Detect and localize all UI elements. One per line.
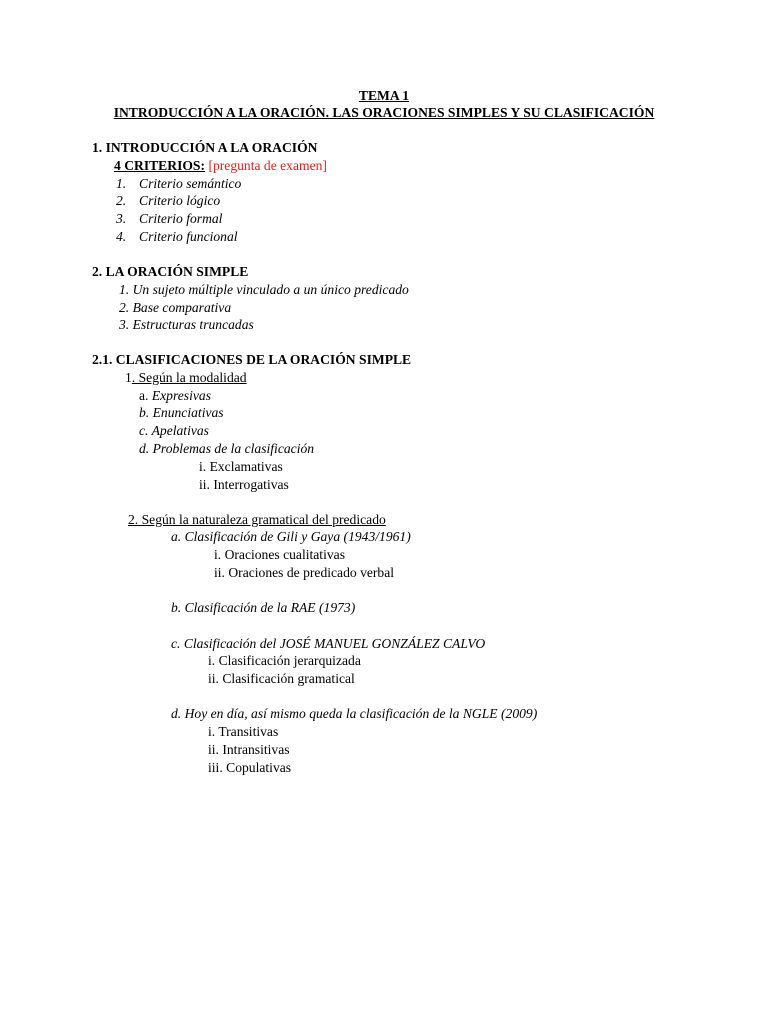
- oracion-simple-item: 1. Un sujeto múltiple vinculado a un único predicado: [119, 282, 409, 297]
- problemas-subitem: i. Exclamativas: [199, 459, 283, 474]
- criterio-text: Criterio semántico: [139, 176, 242, 191]
- modalidad-item: [139, 389, 211, 403]
- criterio-item: [116, 193, 221, 208]
- section-2-1-heading: 2.1. CLASIFICACIONES DE LA ORACIÓN SIMPLE: [92, 352, 412, 367]
- modalidad-subheading: [125, 371, 247, 385]
- problemas-subitem: ii. Interrogativas: [199, 477, 289, 492]
- naturaleza-subitem: ii. Clasificación gramatical: [208, 671, 355, 686]
- modalidad-item: [139, 424, 209, 438]
- item-letter: a.: [139, 388, 149, 403]
- criterio-item: [116, 229, 238, 244]
- item-letter: c.: [139, 423, 149, 438]
- naturaleza-item: a. Clasificación de Gili y Gaya (1943/1961): [171, 529, 411, 544]
- criterio-number: 4.: [116, 229, 127, 244]
- oracion-simple-item: 2. Base comparativa: [119, 300, 232, 315]
- criterio-text: Criterio funcional: [139, 229, 238, 244]
- section-2-heading: 2. LA ORACIÓN SIMPLE: [92, 264, 249, 279]
- naturaleza-subitem: ii. Oraciones de predicado verbal: [214, 565, 395, 580]
- naturaleza-subitem: i. Clasificación jerarquizada: [208, 653, 361, 668]
- modalidad-label: . Según la modalidad: [131, 370, 247, 385]
- modalidad-item: [139, 406, 224, 420]
- naturaleza-subitem: i. Oraciones cualitativas: [214, 547, 345, 562]
- item-letter: b.: [139, 405, 150, 420]
- modalidad-item: [139, 442, 314, 456]
- criterio-number: 3.: [116, 211, 127, 226]
- section-1-heading: 1. INTRODUCCIÓN A LA ORACIÓN: [92, 140, 318, 155]
- criterio-number: 2.: [116, 193, 127, 208]
- item-text: Problemas de la clasificación: [152, 441, 315, 456]
- naturaleza-subitem: ii. Intransitivas: [208, 742, 290, 757]
- naturaleza-item: d. Hoy en día, así mismo queda la clasificación de la NGLE (2009): [171, 706, 538, 721]
- naturaleza-item: c. Clasificación del JOSÉ MANUEL GONZÁLEZ CALVO: [171, 636, 486, 651]
- item-text: Enunciativas: [152, 405, 224, 420]
- doc-tema-label: TEMA 1: [358, 88, 410, 103]
- modalidad-number: 1: [125, 370, 132, 385]
- doc-title: INTRODUCCIÓN A LA ORACIÓN. LAS ORACIONES SIMPLES Y SU CLASIFICACIÓN: [113, 105, 655, 120]
- naturaleza-subitem: iii. Copulativas: [208, 760, 292, 775]
- exam-note: [pregunta de examen]: [208, 158, 327, 173]
- criterio-item: [116, 176, 242, 191]
- naturaleza-item: b. Clasificación de la RAE (1973): [171, 600, 356, 615]
- criterio-text: Criterio formal: [139, 211, 223, 226]
- oracion-simple-item: 3. Estructuras truncadas: [119, 317, 254, 332]
- naturaleza-subheading: 2. Según la naturaleza gramatical del predicado: [128, 512, 386, 527]
- criterio-text: Criterio lógico: [139, 193, 221, 208]
- naturaleza-subitem: i. Transitivas: [208, 724, 279, 739]
- criterios-line: [114, 159, 327, 173]
- criterio-number: 1.: [116, 176, 127, 191]
- item-text: Apelativas: [151, 423, 209, 438]
- item-text: Expresivas: [151, 388, 211, 403]
- criterio-item: [116, 211, 223, 226]
- criterios-label: 4 CRITERIOS:: [114, 158, 206, 173]
- item-letter: d.: [139, 441, 150, 456]
